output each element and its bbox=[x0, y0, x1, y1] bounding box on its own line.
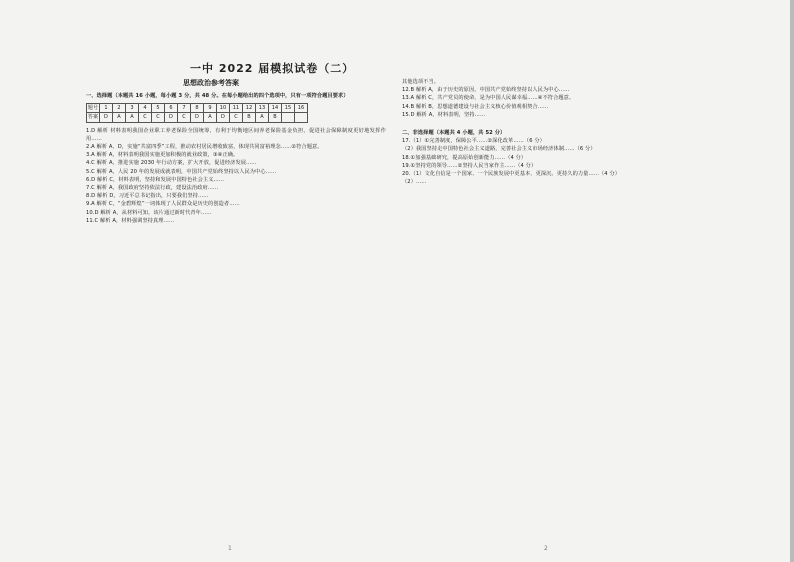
table-row-numbers bbox=[87, 104, 308, 113]
explanation-paragraph: 其他选项不当。 bbox=[402, 79, 440, 85]
explanation-paragraph: 5.C 解析 A，人民 20 年的发展成就表明，中国共产党始终坚持以人民为中心…… bbox=[86, 168, 277, 175]
number-cell: 10 bbox=[217, 104, 230, 113]
number-cell: 14 bbox=[269, 104, 282, 113]
number-cell: 3 bbox=[126, 104, 139, 113]
explanation-paragraph: 15.D 解析 A，材料表明，坚持…… bbox=[402, 111, 486, 118]
answer-cell: A bbox=[113, 113, 126, 122]
number-cell: 13 bbox=[256, 104, 269, 113]
answer-cell: C bbox=[230, 113, 243, 122]
document-subtitle: 思想政治参考答案 bbox=[183, 79, 239, 87]
number-cell: 8 bbox=[191, 104, 204, 113]
answer-cell: B bbox=[243, 113, 256, 122]
explanation-paragraph: 10.D 解析 A，从材料可知，该片通过新时代青年…… bbox=[86, 209, 212, 216]
number-cell: 4 bbox=[139, 104, 152, 113]
answer-cell: B bbox=[269, 113, 282, 122]
explanation-paragraph: 11.C 解析 A，材料强调坚持真理…… bbox=[86, 217, 175, 224]
row-label: 答案 bbox=[87, 114, 99, 121]
page-number-left: 1 bbox=[228, 545, 232, 552]
explanation-paragraph: 8.D 解析 D，习近平总书记指出，只要我们坚持…… bbox=[86, 193, 209, 200]
number-cell: 16 bbox=[295, 104, 308, 113]
section1-heading: 一、选择题（本题共 16 小题，每小题 3 分，共 48 分。在每小题给出的四个选项中，只有一项符合题目要求） bbox=[86, 93, 349, 99]
explanation-paragraph: 6.D 解析 C，材料表明，坚持和发展中国特色社会主义…… bbox=[86, 176, 225, 183]
number-cell: 2 bbox=[113, 104, 126, 113]
explanation-paragraph: 14.B 解析 B，思想道德建设与社会主义核心价值观相契合…… bbox=[402, 103, 549, 110]
answer-cell: C bbox=[139, 113, 152, 122]
explanation-paragraph: 13.A 解析 C，共产党员的使命，是为中国人民谋幸福……④不符合题意。 bbox=[402, 95, 575, 102]
answer-cell: D bbox=[100, 113, 113, 122]
answer-cell: C bbox=[178, 113, 191, 122]
explanation-paragraph: 1.D 解析 材料表明我国企业职工养老保险全国统筹，有利于均衡地区间养老保险基金负担，促进社会保障制度更好地发挥作用…… bbox=[86, 127, 386, 142]
section2-heading: 二、非选择题（本题共 4 小题，共 52 分） bbox=[402, 130, 506, 137]
answer-paragraph: （2）…… bbox=[402, 179, 427, 186]
answer-cell: D bbox=[165, 113, 178, 122]
answer-cell: A bbox=[204, 113, 217, 122]
answer-paragraph: 17.（1）①完善制度，保障公平……②深化改革……（6 分） bbox=[402, 138, 545, 145]
explanation-paragraph: 9.A 解析 C，“金碧辉煌”一词体现了人民群众是历史的创造者…… bbox=[86, 201, 240, 208]
number-cell: 1 bbox=[100, 104, 113, 113]
table-row-answers bbox=[87, 113, 308, 122]
answer-cell: C bbox=[152, 113, 165, 122]
answer-paragraph: 18.①加强基础研究，提高原始创新能力……（4 分） bbox=[402, 154, 527, 161]
answer-cell: A bbox=[126, 113, 139, 122]
number-cell: 7 bbox=[178, 104, 191, 113]
number-cell: 5 bbox=[152, 104, 165, 113]
number-cell: 9 bbox=[204, 104, 217, 113]
explanation-paragraph: 4.C 解析 A，推进实施 2030 年行动方案，扩大开放，促进经济发展…… bbox=[86, 160, 257, 167]
right-column bbox=[402, 78, 702, 186]
explanation-paragraph: 7.C 解析 A，我国政府坚持依法行政，建设法治政府…… bbox=[86, 185, 219, 192]
number-cell: 12 bbox=[243, 104, 256, 113]
scan-edge bbox=[790, 0, 794, 562]
left-column bbox=[86, 72, 386, 225]
page-number-right: 2 bbox=[544, 545, 548, 552]
answer-table bbox=[86, 103, 308, 122]
number-cell: 15 bbox=[282, 104, 295, 113]
answer-cell: A bbox=[256, 113, 269, 122]
answer-paragraph: （2）我国坚持走中国特色社会主义道路，完善社会主义市场经济体制……（6 分） bbox=[402, 146, 596, 153]
answer-cell bbox=[295, 113, 308, 122]
number-cell: 11 bbox=[230, 104, 243, 113]
answer-cell: D bbox=[217, 113, 230, 122]
answer-cell bbox=[282, 113, 295, 122]
explanation-paragraph: 12.B 解析 A，由于历史的原因，中国共产党始终坚持以人民为中心…… bbox=[402, 87, 570, 94]
row-label: 题号 bbox=[87, 105, 99, 112]
answer-paragraph: 19.①坚持党的领导……②坚持人民当家作主……（4 分） bbox=[402, 162, 537, 169]
explanation-paragraph: 3.A 解析 A，材料表明我国实施更加积极的就业政策，③④正确。 bbox=[86, 152, 239, 159]
document-title: 一中 2022 届模拟试卷（二） bbox=[190, 62, 355, 75]
answer-cell: D bbox=[191, 113, 204, 122]
explanation-paragraph: 2.A 解析 A、D，实施“共富四季”工程，推动农村居民增收致富，体现共同富裕理念……②符合题意。 bbox=[86, 144, 323, 151]
answer-paragraph: 20.（1）文化自信是一个国家、一个民族发展中更基本、更深沉、更持久的力量……（4 分） bbox=[402, 171, 621, 178]
number-cell: 6 bbox=[165, 104, 178, 113]
